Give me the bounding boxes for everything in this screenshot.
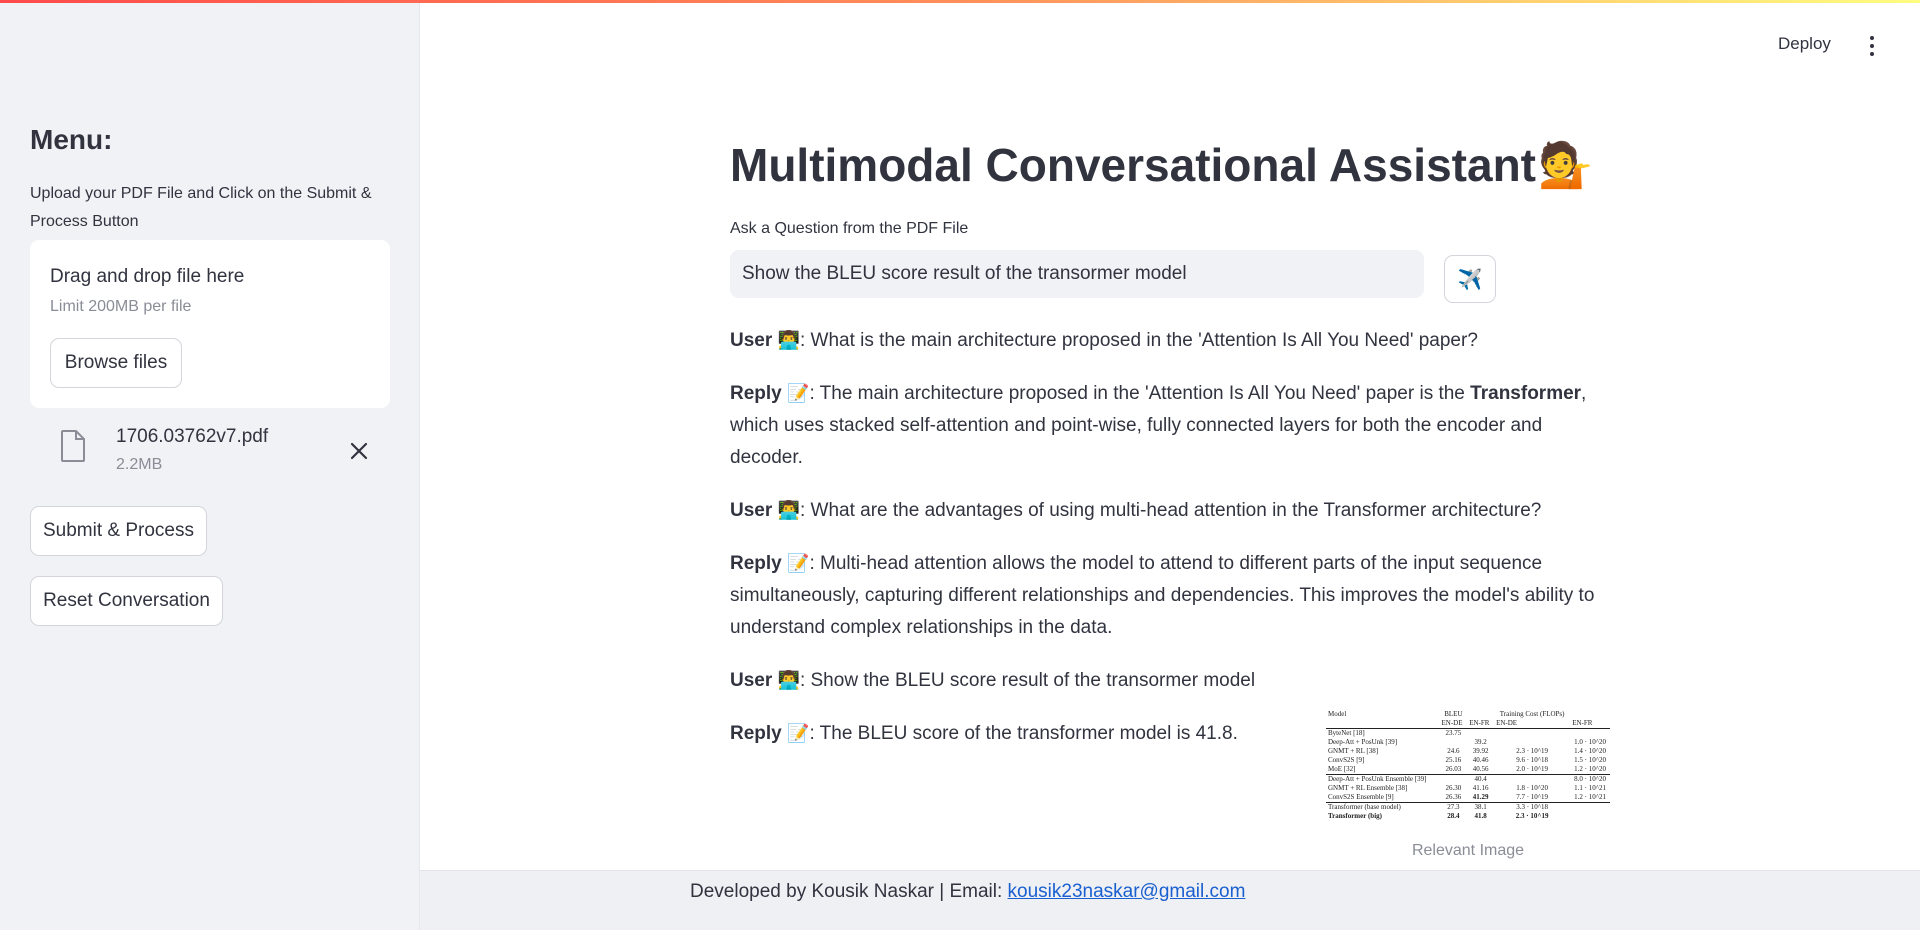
user-technologist-icon: 👨‍💻 [777,500,800,520]
submit-process-button[interactable]: Submit & Process [30,506,207,556]
uploaded-file-item [30,418,390,488]
table-cell: 2.0 · 10^19 [1516,765,1549,773]
table-cell: 26.03 [1445,765,1462,773]
chat-message-reply [730,547,1606,644]
table-cell: 23.75 [1445,729,1462,737]
table-row [1326,756,1610,765]
table-header-cell: EN-FR [1467,719,1494,729]
remove-file-icon[interactable] [346,438,372,464]
table-cell: 1.8 · 10^20 [1516,784,1549,792]
file-size: 2.2MB [116,456,163,473]
message-role: User [730,330,773,351]
kebab-dot [1870,52,1874,56]
table-row [1326,775,1610,785]
sidebar [0,0,420,930]
message-text: : The main architecture proposed in the 'Attention Is All You Need' paper is the [809,383,1471,404]
table-body [1326,729,1610,822]
table-cell: 26.30 [1445,784,1462,792]
table-cell [1440,775,1468,785]
image-caption: Relevant Image [1411,842,1525,859]
deploy-button[interactable]: Deploy [1778,34,1831,53]
table-row [1326,793,1610,803]
table-header-cell: EN-DE [1494,719,1570,729]
table-header-cell: EN-DE [1440,719,1468,729]
table-cell: 8.0 · 10^20 [1570,775,1610,785]
message-bold-text: Transformer [1470,383,1582,404]
table-cell: GNMT + RL Ensemble [38] [1328,784,1408,792]
send-button[interactable] [1444,255,1496,303]
table-cell: 39.2 [1474,738,1487,746]
chat-message-reply [730,377,1606,474]
chat-message-user [730,324,1606,357]
message-text: : What are the advantages of using multi-head attention in the Transformer architecture? [799,500,1542,521]
question-input[interactable] [730,250,1424,298]
file-name: 1706.03762v7.pdf [116,426,269,447]
table-cell: 1.2 · 10^21 [1574,793,1607,801]
table-cell [1467,729,1494,739]
question-input-label: Ask a Question from the PDF File [730,220,969,237]
table-header-cell [1326,719,1440,729]
table-cell: 7.7 · 10^19 [1516,793,1549,801]
table-cell: 28.4 [1447,812,1460,820]
table-row [1326,784,1610,793]
top-decoration-bar [0,0,1920,3]
page-title-text: Multimodal Conversational Assistant [730,139,1536,191]
table-cell: 39.92 [1472,747,1489,755]
table-cell: 2.3 · 10^19 [1516,747,1549,755]
chat-message-user [730,664,1606,697]
table-header-cell [1570,710,1610,719]
table-cell: 41.29 [1472,793,1489,801]
table-cell: 27.3 [1440,803,1468,813]
message-text: : Multi-head attention allows the model to attend to different parts of the input sequence simultaneously, capturing different relationships and dependencies. This improves the model's ability to understand complex relationships in the data. [730,553,1595,638]
more-menu-icon[interactable] [1862,34,1882,58]
person-tipping-hand-icon: 💁 [1538,141,1593,190]
user-technologist-icon: 👨‍💻 [777,670,800,690]
table-cell: 3.3 · 10^18 [1494,803,1570,813]
table-cell [1570,729,1610,739]
table-subheader-row [1326,719,1610,729]
message-role: Reply [730,723,782,744]
table-cell [1570,812,1610,821]
table-header-cell: BLEU [1444,710,1463,718]
table-row [1326,729,1610,739]
table-header-cell: EN-FR [1570,719,1610,729]
table-cell: 24.6 [1447,747,1460,755]
table-cell: 40.46 [1472,756,1489,764]
dropzone-title: Drag and drop file here [50,266,245,287]
table-row [1326,812,1610,821]
message-role: Reply [730,553,782,574]
message-text: : The BLEU score of the transformer model is 41.8. [809,723,1238,744]
table-cell: 25.16 [1445,756,1462,764]
table-cell: ByteNet [18] [1328,729,1365,737]
kebab-dot [1870,44,1874,48]
table-cell: Transformer (big) [1328,812,1382,820]
message-role: Reply [730,383,782,404]
table-cell: Transformer (base model) [1326,803,1440,813]
table-row [1326,803,1610,813]
table-header-cell: Model [1328,710,1347,718]
page-title [730,138,1593,192]
message-text: : Show the BLEU score result of the transormer model [799,670,1256,691]
footer-text [690,881,1245,903]
footer [420,870,1920,930]
table-cell [1494,729,1570,739]
relevant-image-block [1326,710,1610,860]
table-header-row [1326,710,1610,719]
file-icon [60,430,86,462]
table-cell: 40.4 [1467,775,1494,785]
table-cell: 1.4 · 10^20 [1574,747,1607,755]
table-cell: 41.16 [1472,784,1489,792]
table-cell: 1.5 · 10^20 [1574,756,1607,764]
file-dropzone[interactable] [30,240,390,408]
table-header-cell: Training Cost (FLOPs) [1499,710,1565,718]
browse-files-button[interactable]: Browse files [50,338,182,388]
bleu-results-table [1326,710,1610,821]
footer-email-link[interactable]: kousik23naskar@gmail.com [1007,881,1246,902]
chat-message-user [730,494,1606,527]
memo-icon: 📝 [787,553,810,573]
table-cell: Deep-Att + PosUnk [39] [1328,738,1398,746]
table-cell [1570,803,1610,813]
table-cell: 41.8 [1474,812,1487,820]
reset-conversation-button[interactable]: Reset Conversation [30,576,223,626]
memo-icon: 📝 [787,723,810,743]
message-text: : What is the main architecture proposed in the 'Attention Is All You Need' paper? [799,330,1478,351]
table-cell: 1.1 · 10^21 [1574,784,1607,792]
table-cell: 26.36 [1445,793,1462,801]
table-cell: MoE [32] [1328,765,1356,773]
kebab-dot [1870,36,1874,40]
table-cell: 38.1 [1467,803,1494,813]
table-cell: ConvS2S Ensemble [9] [1328,793,1394,801]
relevant-image [1326,710,1610,832]
table-cell: 9.6 · 10^18 [1516,756,1549,764]
message-role: User [730,670,773,691]
chat-history [730,324,1606,770]
memo-icon: 📝 [787,383,810,403]
table-cell: ConvS2S [9] [1328,756,1365,764]
table-cell: Deep-Att + PosUnk Ensemble [39] [1326,775,1440,785]
message-role: User [730,500,773,521]
table-row [1326,765,1610,775]
table-cell: 40.56 [1472,765,1489,773]
table-cell: 1.0 · 10^20 [1574,738,1607,746]
airplane-icon: ✈️ [1457,268,1483,291]
dropzone-limit: Limit 200MB per file [50,298,192,315]
table-cell: 2.3 · 10^19 [1515,812,1549,820]
message-text: , which uses stacked self-attention and point-wise, fully connected layers for both the encoder and decoder. [730,383,1587,468]
table-row [1326,738,1610,747]
footer-credit: Developed by Kousik Naskar | Email: [690,881,1008,902]
table-cell [1494,775,1570,785]
user-technologist-icon: 👨‍💻 [777,330,800,350]
close-icon [350,442,368,460]
sidebar-description: Upload your PDF File and Click on the Submit & Process Button [30,185,372,230]
table-row [1326,747,1610,756]
table-cell [1494,738,1570,747]
table-cell: 1.2 · 10^20 [1574,765,1607,773]
table-cell [1440,738,1468,747]
table-header-cell [1467,710,1494,719]
table-cell: GNMT + RL [38] [1328,747,1379,755]
sidebar-title: Menu: [30,124,113,155]
